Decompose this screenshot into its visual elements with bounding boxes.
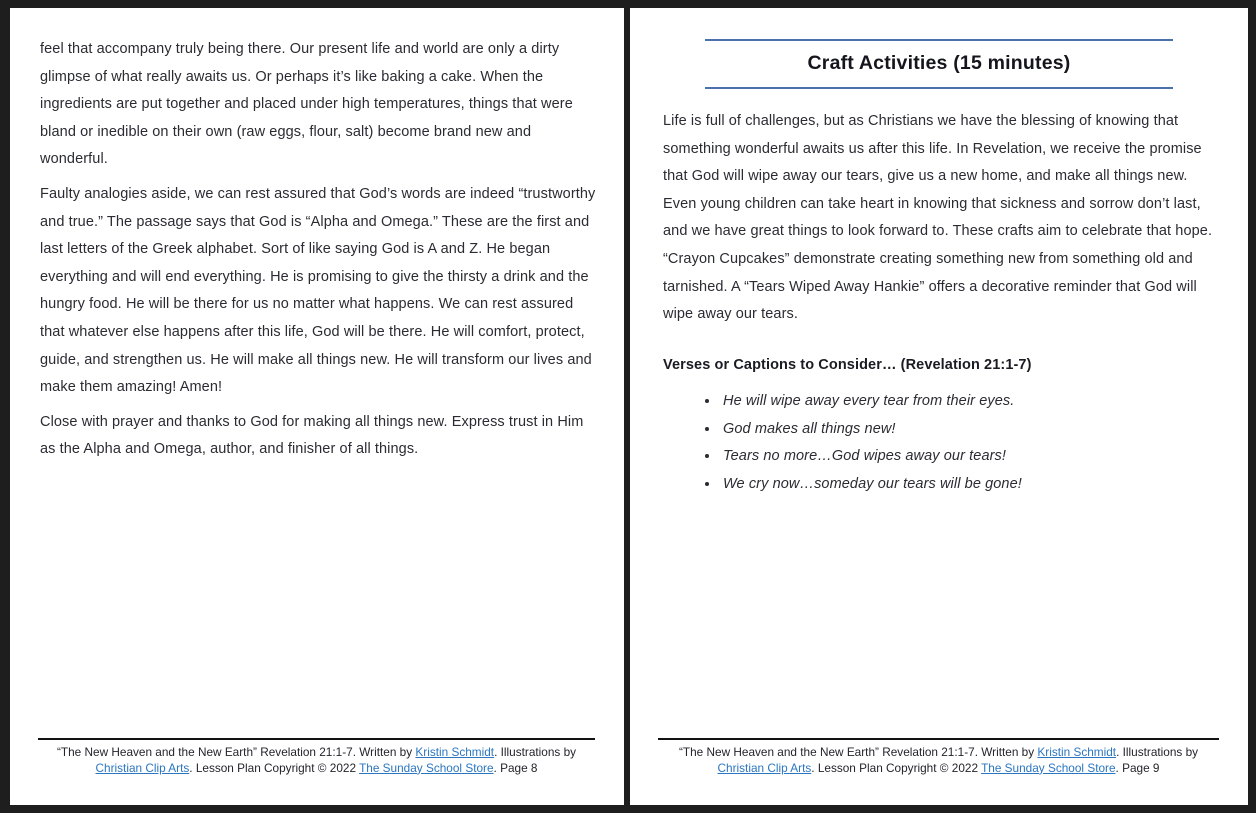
caption-bullet-list — [663, 392, 1215, 493]
footer-text: . — [1115, 760, 1123, 775]
body-paragraph: Faulty analogies aside, we can rest assured that God’s words are indeed “trustworthy and true.” The passage says that God is “Alpha and Omega.” These are the first and last letters of the Greek alphabet. Sort of like saying God is A and Z. He began everything and will end everything. He is promising to give the thirsty a drink and the hungry food. He will be there for us no matter what happens. We can rest assured that whatever else happens after this life, God will be there. He will comfort, protect, guide, and strengthen us. He will make all things new. He will transform our lives and make them amazing! Amen! — [40, 185, 596, 396]
body-paragraph: Close with prayer and thanks to God for making all things new. Express trust in Him as the Alpha and Omega, author, and finisher of all things. — [40, 413, 584, 458]
section-heading: Craft Activities (15 minutes) — [807, 52, 1071, 74]
footer-link-kristin-schmidt[interactable]: Kristin Schmidt — [415, 744, 495, 759]
left-page-body — [40, 36, 598, 471]
document-page-left — [10, 8, 624, 805]
section-heading-block — [705, 39, 1173, 89]
caption-bullet-item: • He will wipe away every tear from their eyes. — [720, 392, 1215, 411]
footer-link-christian-clip-arts[interactable]: Christian Clip Arts — [95, 760, 190, 775]
footer-link-christian-clip-arts[interactable]: Christian Clip Arts — [717, 760, 812, 775]
caption-bullet-item: • We cry now…someday our tears will be gone! — [720, 475, 1215, 494]
footer-link-sunday-school-store[interactable]: The Sunday School Store — [981, 760, 1116, 775]
body-paragraph: Life is full of challenges, but as Christians we have the blessing of knowing that something wonderful awaits us after this life. In Revelation, we receive the promise that God will wipe away our tears, give us a new home, and make all things new. Even young children can take heart in knowing that sickness and sorrow don’t last, and we have great things to look forward to. These crafts aim to celebrate that hope. “Crayon Cupcakes” demonstrate creating something new from something old and tarnished. A “Tears Wiped Away Hankie” offers a decorative reminder that God will wipe away our tears. — [663, 113, 1213, 323]
page-footer-right — [658, 738, 1219, 776]
footer-text: . Lesson Plan Copyright © 2022 — [189, 760, 360, 775]
page-number: Page 9 — [1122, 760, 1160, 775]
footer-text: . Illustrations by — [1116, 744, 1199, 759]
footer-text: “The New Heaven and the New Earth” Revelation 21:1-7. Written by — [56, 744, 416, 759]
footer-link-kristin-schmidt[interactable]: Kristin Schmidt — [1037, 744, 1117, 759]
footer-text: “The New Heaven and the New Earth” Revelation 21:1-7. Written by — [678, 744, 1038, 759]
caption-bullet-item: • God makes all things new! — [720, 420, 1215, 439]
document-page-right — [630, 8, 1248, 805]
footer-text: . — [493, 760, 501, 775]
footer-link-sunday-school-store[interactable]: The Sunday School Store — [359, 760, 494, 775]
page-footer-left — [38, 738, 595, 776]
caption-bullet-item: • Tears no more…God wipes away our tears! — [720, 447, 1215, 466]
footer-text: . Illustrations by — [494, 744, 577, 759]
body-paragraph: feel that accompany truly being there. Our present life and world are only a dirty glimpse of what really awaits us. Or perhaps it’s like baking a cake. When the ingredients are put together and placed under high temperatures, things that were bland or inedible on their own (raw eggs, flour, salt) become brand new and wonderful. — [40, 41, 573, 168]
page-number: Page 8 — [500, 760, 538, 775]
right-page-body — [663, 108, 1215, 502]
verses-subheading: Verses or Captions to Consider… (Revelation 21:1-7) — [663, 356, 1032, 373]
footer-text: . Lesson Plan Copyright © 2022 — [811, 760, 982, 775]
